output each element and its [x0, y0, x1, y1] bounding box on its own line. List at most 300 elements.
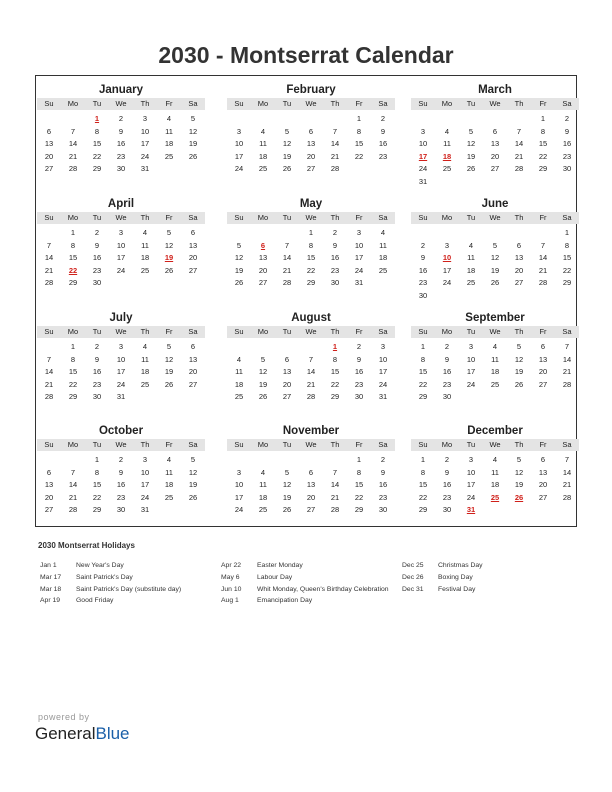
day-cell: 9 — [444, 354, 450, 364]
holiday-date: Dec 31 — [402, 585, 424, 593]
day-cell: 17 — [116, 367, 126, 376]
weekday-label: Su — [234, 440, 244, 449]
day-cell: 18 — [258, 151, 268, 161]
day-cell: 12 — [164, 240, 174, 250]
month-july — [37, 311, 205, 404]
holiday-column — [221, 560, 401, 607]
weekday-label: Th — [514, 213, 524, 222]
weekday-label: Th — [330, 213, 340, 222]
weekday-label: Tu — [466, 327, 476, 336]
week-row — [411, 290, 579, 303]
holiday-item — [40, 560, 220, 572]
holiday-item — [402, 572, 582, 584]
day-cell: 26 — [466, 164, 476, 173]
month-name: May — [299, 198, 323, 210]
holiday-day-cell: 10 — [442, 253, 452, 262]
day-cell: 10 — [466, 354, 476, 364]
holiday-item — [221, 584, 401, 596]
day-cell: 17 — [116, 253, 126, 262]
day-cell: 16 — [92, 253, 102, 262]
day-cell — [483, 391, 507, 404]
day-cell: 8 — [420, 354, 426, 364]
weekday-header — [227, 326, 395, 338]
day-cell: 2 — [332, 228, 338, 237]
week-row — [227, 366, 395, 379]
day-cell: 23 — [378, 151, 388, 161]
day-cell: 27 — [188, 379, 198, 389]
day-cell — [157, 277, 181, 290]
day-cell: 9 — [444, 467, 450, 477]
day-cell — [227, 113, 251, 126]
generalblue-logo[interactable] — [35, 724, 130, 744]
weekday-label: Mo — [67, 213, 79, 222]
day-cell: 21 — [306, 379, 316, 389]
day-cell: 18 — [140, 253, 150, 262]
day-cell — [507, 504, 531, 517]
day-cell — [251, 454, 275, 467]
day-cell — [507, 227, 531, 240]
day-cell — [299, 113, 323, 126]
day-cell: 7 — [284, 240, 290, 250]
day-cell: 4 — [236, 354, 242, 364]
day-cell: 21 — [330, 492, 340, 502]
weekday-label: Sa — [562, 99, 572, 108]
day-cell — [531, 391, 555, 404]
day-cell: 4 — [166, 455, 172, 464]
page-title: 2030 - Montserrat Calendar — [158, 42, 454, 68]
day-cell: 12 — [188, 126, 198, 136]
day-cell: 6 — [308, 126, 314, 136]
day-cell: 9 — [564, 126, 570, 136]
day-cell: 28 — [538, 278, 548, 287]
day-cell: 13 — [306, 139, 316, 148]
day-cell — [133, 277, 157, 290]
month-september — [411, 311, 579, 404]
day-cell: 20 — [258, 265, 268, 275]
month-days — [411, 227, 579, 302]
day-cell: 28 — [44, 278, 54, 287]
day-cell: 6 — [540, 455, 546, 464]
month-name: December — [467, 425, 523, 437]
day-cell: 16 — [562, 139, 572, 148]
weekday-header — [227, 212, 395, 224]
day-cell: 10 — [116, 240, 126, 250]
weekday-label: Su — [418, 99, 428, 108]
day-cell: 15 — [418, 367, 428, 376]
day-cell: 14 — [514, 139, 524, 148]
day-cell: 30 — [418, 290, 428, 300]
day-cell: 28 — [44, 392, 54, 401]
weekday-label: Tu — [282, 327, 292, 336]
weekday-header — [37, 98, 205, 110]
day-cell: 5 — [468, 126, 474, 136]
day-cell: 21 — [562, 480, 572, 489]
day-cell: 11 — [379, 240, 387, 250]
week-row — [411, 366, 579, 379]
day-cell: 8 — [94, 126, 100, 136]
day-cell: 7 — [332, 467, 338, 477]
day-cell: 16 — [442, 480, 452, 489]
day-cell: 22 — [306, 265, 316, 275]
weekday-label: We — [305, 99, 317, 108]
weekday-label: Tu — [466, 213, 476, 222]
weekday-label: Su — [44, 440, 54, 449]
day-cell — [275, 113, 299, 126]
day-cell: 30 — [92, 278, 102, 287]
holiday-item — [221, 595, 401, 607]
day-cell: 25 — [164, 151, 174, 161]
week-row — [227, 113, 395, 126]
holiday-name: Saint Patrick's Day (substitute day) — [76, 585, 182, 593]
day-cell: 14 — [44, 367, 54, 376]
day-cell: 16 — [116, 139, 126, 148]
day-cell: 28 — [562, 379, 572, 389]
day-cell — [483, 290, 507, 303]
day-cell: 9 — [356, 354, 362, 364]
weekday-label: Th — [330, 327, 340, 336]
week-row — [37, 504, 205, 517]
week-row — [411, 391, 579, 404]
day-cell: 14 — [538, 253, 548, 262]
weekday-label: Fr — [355, 213, 363, 222]
holiday-name: Whit Monday, Queen's Birthday Celebration — [257, 585, 389, 593]
day-cell: 15 — [538, 139, 548, 148]
day-cell: 8 — [356, 126, 362, 136]
day-cell: 27 — [258, 278, 268, 287]
day-cell: 20 — [538, 480, 548, 489]
month-name: February — [286, 84, 336, 96]
day-cell: 4 — [142, 228, 148, 237]
day-cell: 20 — [306, 492, 316, 502]
day-cell — [61, 113, 85, 126]
week-row — [411, 151, 579, 164]
day-cell: 7 — [70, 467, 76, 477]
day-cell: 20 — [188, 253, 198, 262]
week-row — [227, 454, 395, 467]
day-cell — [251, 227, 275, 240]
day-cell: 15 — [92, 139, 102, 148]
day-cell — [435, 227, 459, 240]
day-cell: 22 — [354, 151, 364, 161]
weekday-label: Sa — [562, 327, 572, 336]
day-cell: 11 — [141, 354, 149, 364]
day-cell: 8 — [540, 126, 546, 136]
day-cell: 6 — [190, 228, 196, 237]
day-cell: 19 — [258, 379, 268, 389]
day-cell: 30 — [116, 505, 126, 514]
day-cell — [507, 113, 531, 126]
weekday-header — [37, 326, 205, 338]
day-cell: 4 — [380, 228, 386, 237]
week-row — [411, 479, 579, 492]
weekday-label: We — [115, 99, 127, 108]
day-cell — [459, 113, 483, 126]
day-cell: 5 — [260, 354, 266, 364]
day-cell: 18 — [258, 492, 268, 502]
weekday-header — [411, 212, 579, 224]
week-row — [411, 341, 579, 354]
day-cell: 5 — [166, 342, 172, 351]
day-cell — [227, 227, 251, 240]
weekday-label: Th — [140, 440, 150, 449]
month-days — [411, 454, 579, 517]
day-cell: 29 — [562, 278, 572, 287]
day-cell — [299, 454, 323, 467]
day-cell: 25 — [466, 278, 476, 287]
day-cell: 2 — [420, 240, 426, 250]
weekday-label: Mo — [257, 440, 269, 449]
day-cell: 9 — [94, 354, 100, 364]
day-cell: 18 — [490, 480, 500, 489]
holiday-name: New Year's Day — [76, 562, 124, 569]
day-cell: 20 — [514, 265, 524, 275]
week-row — [227, 479, 395, 492]
weekday-label: We — [489, 99, 501, 108]
day-cell: 1 — [70, 228, 76, 237]
month-days — [227, 341, 395, 404]
day-cell: 16 — [354, 367, 364, 376]
holiday-day-cell: 26 — [514, 492, 524, 502]
day-cell: 9 — [332, 240, 338, 250]
day-cell: 13 — [490, 139, 500, 148]
day-cell: 18 — [164, 480, 174, 489]
holiday-name: Saint Patrick's Day — [76, 573, 133, 581]
week-row — [227, 151, 395, 164]
day-cell: 10 — [116, 354, 126, 364]
day-cell: 26 — [514, 379, 524, 389]
day-cell — [507, 290, 531, 303]
weekday-label: Su — [234, 213, 244, 222]
week-row — [411, 113, 579, 126]
day-cell — [37, 341, 61, 354]
month-days — [411, 113, 579, 188]
day-cell: 3 — [236, 126, 242, 136]
day-cell: 18 — [378, 253, 388, 262]
day-cell: 27 — [44, 164, 54, 173]
weekday-label: Fr — [539, 99, 547, 108]
day-cell: 5 — [516, 455, 522, 464]
holiday-column — [40, 560, 220, 607]
weekday-label: We — [489, 213, 501, 222]
day-cell — [37, 454, 61, 467]
day-cell: 2 — [564, 114, 570, 123]
day-cell: 30 — [562, 164, 572, 173]
day-cell: 17 — [466, 480, 476, 489]
weekday-label: Tu — [282, 440, 292, 449]
day-cell: 3 — [142, 114, 148, 123]
day-cell: 12 — [490, 253, 500, 262]
day-cell: 26 — [164, 265, 174, 275]
brand-blue: Blue — [95, 724, 130, 743]
weekday-label: We — [305, 327, 317, 336]
day-cell: 11 — [259, 480, 267, 489]
weekday-label: Th — [330, 99, 340, 108]
weekday-header — [411, 439, 579, 451]
day-cell: 7 — [564, 342, 570, 351]
day-cell: 11 — [491, 467, 499, 477]
day-cell: 16 — [418, 265, 428, 275]
weekday-label: Su — [234, 99, 244, 108]
day-cell: 13 — [538, 467, 548, 477]
day-cell: 4 — [492, 455, 498, 464]
day-cell — [483, 113, 507, 126]
day-cell: 14 — [562, 467, 572, 477]
day-cell: 22 — [92, 151, 102, 161]
holiday-day-cell: 25 — [490, 492, 500, 502]
holiday-column — [402, 560, 582, 595]
day-cell — [251, 341, 275, 354]
day-cell: 11 — [443, 139, 451, 148]
day-cell: 28 — [330, 505, 340, 514]
day-cell: 19 — [282, 492, 292, 502]
day-cell: 24 — [466, 379, 476, 389]
day-cell: 21 — [68, 492, 78, 502]
week-row — [37, 240, 205, 253]
weekday-label: Mo — [441, 327, 453, 336]
week-row — [37, 454, 205, 467]
day-cell: 15 — [354, 480, 364, 489]
week-row — [227, 467, 395, 480]
month-name: November — [282, 425, 340, 437]
day-cell: 28 — [514, 164, 524, 173]
day-cell: 2 — [94, 342, 100, 351]
day-cell: 3 — [142, 455, 148, 464]
day-cell: 28 — [330, 164, 340, 173]
weekday-header — [37, 439, 205, 451]
holiday-day-cell: 1 — [332, 342, 338, 351]
day-cell: 27 — [306, 164, 316, 173]
week-row — [227, 240, 395, 253]
holiday-date: Dec 26 — [402, 573, 424, 581]
holiday-date: Mar 18 — [40, 585, 62, 593]
day-cell: 12 — [514, 467, 524, 477]
day-cell: 21 — [514, 151, 524, 161]
holiday-name: Easter Monday — [257, 562, 303, 569]
week-row — [227, 126, 395, 139]
day-cell — [531, 227, 555, 240]
day-cell: 18 — [466, 265, 476, 275]
weekday-label: Fr — [165, 213, 173, 222]
weekday-label: Su — [44, 99, 54, 108]
day-cell — [37, 227, 61, 240]
day-cell: 2 — [118, 455, 124, 464]
day-cell: 14 — [68, 139, 78, 148]
day-cell: 5 — [492, 240, 498, 250]
day-cell: 12 — [258, 367, 268, 376]
week-row — [37, 265, 205, 278]
day-cell: 19 — [164, 367, 174, 376]
day-cell: 6 — [46, 126, 52, 136]
weekday-label: Su — [44, 327, 54, 336]
holiday-name: Boxing Day — [438, 573, 473, 581]
weekday-label: Sa — [188, 213, 198, 222]
day-cell: 29 — [418, 392, 428, 401]
day-cell: 8 — [70, 240, 76, 250]
day-cell: 12 — [514, 354, 524, 364]
holiday-date: Dec 25 — [402, 562, 424, 569]
month-june — [411, 197, 579, 302]
holiday-date: Apr 22 — [221, 562, 242, 569]
day-cell — [459, 290, 483, 303]
day-cell: 3 — [118, 342, 124, 351]
week-row — [37, 354, 205, 367]
day-cell: 6 — [308, 467, 314, 477]
day-cell: 23 — [442, 379, 452, 389]
week-row — [227, 227, 395, 240]
day-cell: 19 — [490, 265, 500, 275]
week-row — [37, 391, 205, 404]
day-cell — [555, 290, 579, 303]
week-row — [227, 354, 395, 367]
day-cell: 2 — [380, 114, 386, 123]
day-cell: 20 — [490, 151, 500, 161]
weekday-label: We — [115, 327, 127, 336]
day-cell: 5 — [190, 114, 196, 123]
day-cell: 22 — [68, 379, 78, 389]
month-days — [37, 113, 205, 176]
holiday-date: Aug 1 — [221, 597, 239, 605]
day-cell: 10 — [140, 126, 150, 136]
day-cell: 20 — [306, 151, 316, 161]
day-cell: 23 — [562, 151, 572, 161]
day-cell: 28 — [306, 392, 316, 401]
holiday-date: Jun 10 — [221, 585, 242, 593]
day-cell: 16 — [116, 480, 126, 489]
day-cell: 31 — [354, 278, 364, 287]
month-days — [227, 227, 395, 290]
day-cell: 24 — [140, 151, 150, 161]
day-cell: 27 — [188, 265, 198, 275]
day-cell: 31 — [418, 176, 428, 186]
day-cell: 11 — [141, 240, 149, 250]
month-october — [37, 424, 205, 517]
weekday-label: Mo — [441, 440, 453, 449]
day-cell: 15 — [92, 480, 102, 489]
month-days — [227, 454, 395, 517]
day-cell: 24 — [234, 505, 244, 514]
day-cell: 15 — [68, 367, 78, 376]
weekday-label: Mo — [257, 99, 269, 108]
day-cell — [531, 176, 555, 189]
day-cell: 17 — [442, 265, 452, 275]
holiday-day-cell: 18 — [442, 151, 452, 161]
day-cell: 29 — [354, 505, 364, 514]
month-name: April — [107, 198, 135, 210]
day-cell: 10 — [234, 139, 244, 148]
day-cell: 2 — [444, 455, 450, 464]
month-name: June — [481, 198, 509, 210]
week-row — [411, 454, 579, 467]
day-cell: 27 — [306, 505, 316, 514]
day-cell — [157, 504, 181, 517]
weekday-header — [411, 326, 579, 338]
day-cell: 5 — [190, 455, 196, 464]
day-cell: 7 — [516, 126, 522, 136]
day-cell: 3 — [468, 342, 474, 351]
day-cell: 23 — [330, 265, 340, 275]
day-cell: 29 — [92, 505, 102, 514]
day-cell: 10 — [234, 480, 244, 489]
month-name: July — [109, 312, 133, 324]
day-cell: 18 — [140, 367, 150, 376]
day-cell: 24 — [354, 265, 364, 275]
week-row — [411, 227, 579, 240]
day-cell: 15 — [562, 253, 572, 262]
day-cell: 27 — [538, 492, 548, 502]
day-cell: 30 — [330, 278, 340, 287]
day-cell: 17 — [466, 367, 476, 376]
day-cell: 8 — [94, 467, 100, 477]
